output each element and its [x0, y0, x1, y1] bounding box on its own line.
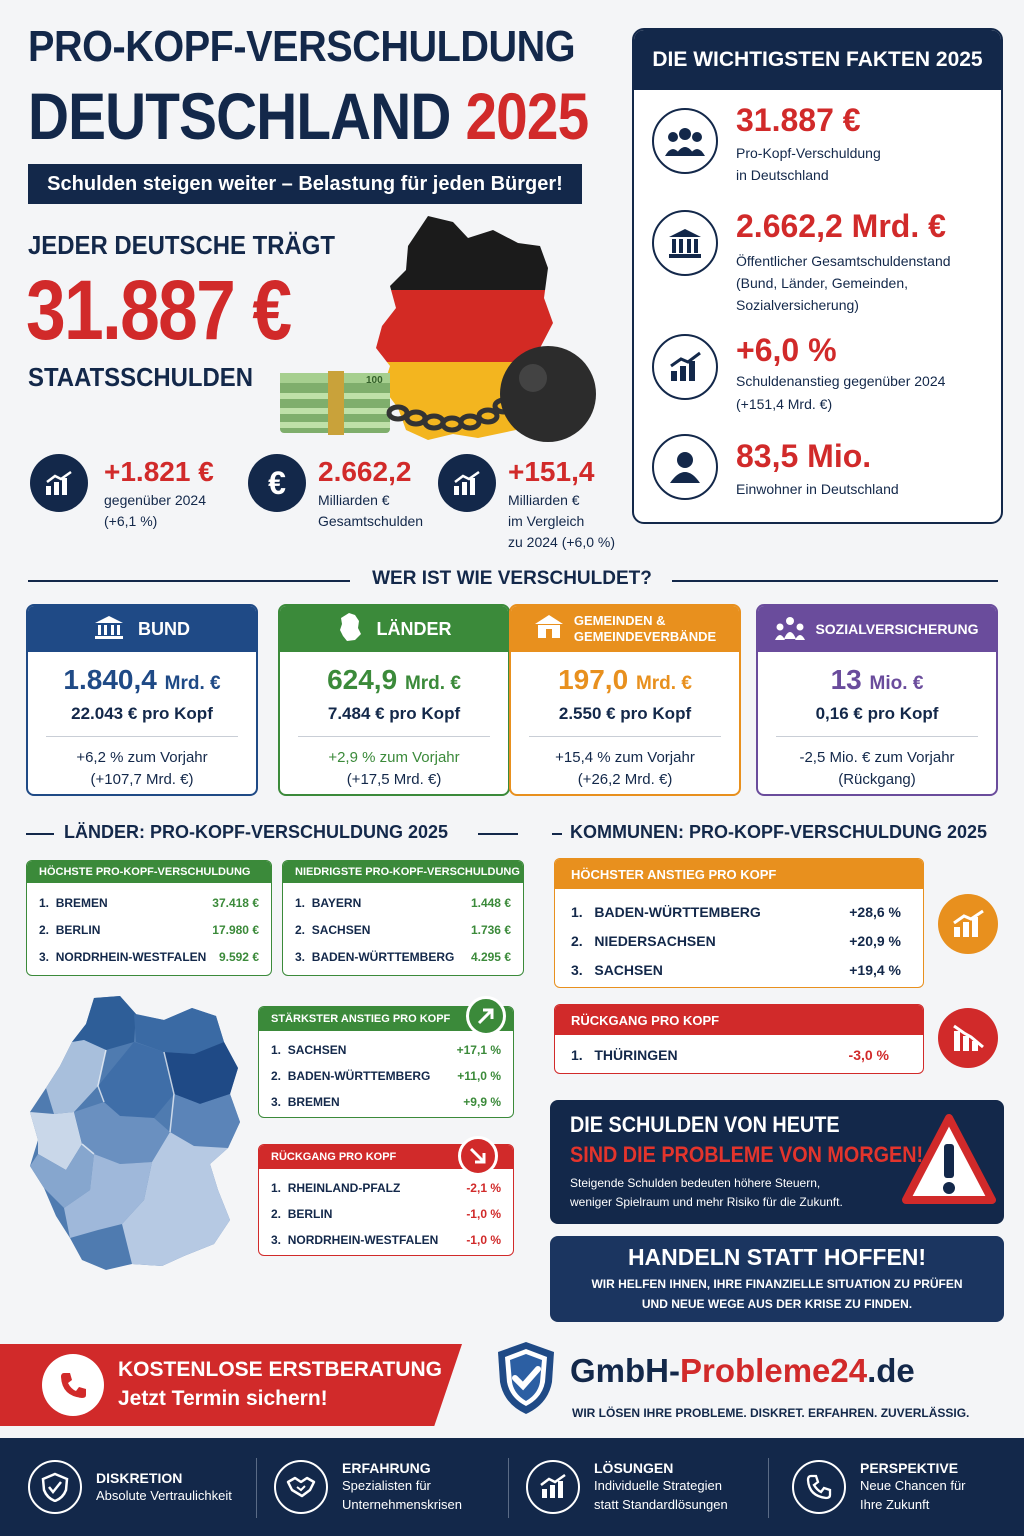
people-network-icon — [775, 615, 805, 644]
shield-icon — [28, 1460, 82, 1514]
action-title: HANDELN STATT HOFFEN! — [627, 1244, 927, 1270]
table-row: 2. BERLIN -1,0 % — [271, 1207, 501, 1221]
ball-and-chain-icon — [500, 346, 596, 442]
arrow-down-right-icon — [458, 1136, 498, 1176]
bank-icon — [652, 210, 718, 276]
card-amount: 624,9 — [327, 664, 398, 695]
table-row: 1. RHEINLAND-PFALZ -2,1 % — [271, 1181, 501, 1195]
table-row: 2. NIEDERSACHSEN +20,9 % — [571, 932, 901, 949]
card-change-abs: (+17,5 Mrd. €) — [346, 771, 442, 788]
fact-label: Schuldenanstieg gegenüber 2024 — [736, 373, 946, 389]
svg-text:100: 100 — [366, 375, 383, 386]
arrow-up-right-icon — [466, 996, 506, 1036]
footer-text: Spezialisten für — [342, 1478, 431, 1493]
card-change: -2,5 Mio. € zum Vorjahr — [799, 749, 955, 766]
card-change-abs: (+26,2 Mrd. €) — [577, 771, 673, 788]
table-row: 3. NORDRHEIN-WESTFALEN -1,0 % — [271, 1233, 501, 1247]
card-change-abs: (+107,7 Mrd. €) — [90, 771, 194, 788]
card-unit: Mrd. € — [404, 673, 461, 694]
table-row: 2. BERLIN 17.980 € — [39, 922, 259, 937]
footer-title: ERFAHRUNG — [342, 1460, 431, 1476]
action-text: UND NEUE WEGE AUS DER KRISE ZU FINDEN. — [641, 1297, 913, 1311]
table-row: 1. BADEN-WÜRTTEMBERG +28,6 % — [571, 903, 901, 920]
table-row: 2. SACHSEN 1.736 € — [295, 922, 511, 937]
footer-item-erfahrung — [274, 1438, 462, 1536]
person-icon — [652, 434, 718, 500]
divider — [26, 833, 54, 835]
card-amount: 1.840,4 — [63, 664, 157, 695]
fact-value: 31.887 € — [736, 102, 861, 138]
card-change: +6,2 % zum Vorjahr — [76, 749, 208, 766]
germany-states-map — [24, 994, 264, 1284]
page-title-line2 — [28, 78, 588, 154]
divider — [28, 580, 350, 582]
card-change: +2,9 % zum Vorjahr — [328, 749, 460, 766]
card-title-2: GEMEINDEVERBÄNDE — [573, 629, 717, 644]
stat-label: (+6,1 %) — [104, 513, 158, 529]
footer-title: LÖSUNGEN — [594, 1460, 674, 1476]
section-title: WER IST WIE VERSCHULDET? — [372, 568, 652, 589]
stat-value: +151,4 — [508, 456, 595, 487]
bank-icon — [94, 615, 124, 644]
fact-label: in Deutschland — [736, 167, 829, 183]
warning-title: DIE SCHULDEN VON HEUTE — [570, 1112, 840, 1137]
warning-triangle-icon — [902, 1114, 996, 1206]
footer-item-loesungen — [526, 1438, 728, 1536]
growth-icon — [526, 1460, 580, 1514]
footer-text: Ihre Zukunft — [860, 1497, 930, 1512]
footer-text: Individuelle Strategien — [594, 1478, 722, 1493]
card-per-head: 2.550 € pro Kopf — [558, 704, 692, 723]
brand-slogan: WIR LÖSEN IHRE PROBLEME. DISKRET. ERFAHREN. ZUVERLÄSSIG. — [572, 1406, 970, 1420]
card-title: SOZIALVERSICHERUNG — [815, 621, 979, 637]
stat-value: +1.821 € — [104, 456, 214, 487]
brand-name[interactable]: GmbH-Probleme24.de — [570, 1352, 915, 1389]
facts-title: DIE WICHTIGSTEN FAKTEN 2025 — [634, 30, 1001, 90]
card-per-head: 22.043 € pro Kopf — [71, 704, 213, 723]
card-change-abs: (Rückgang) — [838, 771, 916, 788]
chart-up-icon — [30, 454, 88, 512]
chart-up-icon — [438, 454, 496, 512]
title-year: 2025 — [465, 79, 589, 153]
table-row: 3. BADEN-WÜRTTEMBERG 4.295 € — [295, 949, 511, 964]
subtitle-banner: Schulden steigen weiter – Belastung für jeden Bürger! — [28, 164, 582, 204]
card-laender — [278, 604, 510, 796]
footer-title: PERSPEKTIVE — [860, 1460, 959, 1476]
footer-text: Unternehmenskrisen — [342, 1497, 462, 1512]
table-row: 3. NORDRHEIN-WESTFALEN 9.592 € — [39, 949, 259, 964]
card-unit: Mrd. € — [164, 673, 221, 694]
handshake-icon — [274, 1460, 328, 1514]
card-per-head: 0,16 € pro Kopf — [815, 704, 939, 723]
table-lowest — [282, 860, 524, 976]
chart-down-icon — [938, 1008, 998, 1068]
card-amount: 13 — [830, 664, 862, 695]
table-row: 1. BREMEN 37.418 € — [39, 895, 259, 910]
hero-lead: JEDER DEUTSCHE TRÄGT — [28, 230, 336, 260]
chart-up-icon — [652, 334, 718, 400]
card-amount: 197,0 — [558, 664, 629, 695]
stat-label: gegenüber 2024 — [104, 492, 206, 508]
cta-subtitle[interactable]: Jetzt Termin sichern! — [118, 1387, 328, 1410]
table-title: RÜCKGANG PRO KOPF — [259, 1145, 513, 1169]
divider — [552, 833, 562, 835]
fact-value: +6,0 % — [736, 332, 837, 368]
table-highest — [26, 860, 272, 976]
stat-value: 2.662,2 — [318, 456, 412, 487]
footer-text: statt Standardlösungen — [594, 1497, 728, 1512]
stat-label: Milliarden € — [318, 492, 390, 508]
page-title-line1: PRO-KOPF-VERSCHULDUNG — [28, 22, 576, 71]
euro-icon: € — [248, 454, 306, 512]
card-title: LÄNDER — [376, 618, 452, 639]
card-change: +15,4 % zum Vorjahr — [555, 749, 695, 766]
phone-icon[interactable] — [42, 1354, 104, 1416]
table-title: STÄRKSTER ANSTIEG PRO KOPF — [259, 1007, 513, 1031]
card-per-head: 7.484 € pro Kopf — [327, 704, 461, 723]
table-kommunen-decline — [554, 1004, 924, 1074]
hero-tail: STAATSSCHULDEN — [28, 362, 254, 392]
divider — [672, 580, 998, 582]
town-hall-icon — [534, 614, 564, 645]
table-title: RÜCKGANG PRO KOPF — [555, 1005, 923, 1035]
fact-label: Pro-Kopf-Verschuldung — [736, 145, 881, 161]
fact-label: (Bund, Länder, Gemeinden, — [736, 275, 909, 291]
fact-value: 83,5 Mio. — [736, 438, 872, 474]
warning-subtitle: SIND DIE PROBLEME VON MORGEN! — [570, 1142, 924, 1167]
germany-flag-map-illustration — [278, 208, 618, 448]
table-title: HÖCHSTER ANSTIEG PRO KOPF — [555, 859, 923, 889]
stat-label: im Vergleich — [508, 513, 585, 529]
footer-text: Absolute Vertraulichkeit — [96, 1487, 232, 1503]
table-row: 1. THÜRINGEN -3,0 % — [571, 1046, 889, 1063]
footer-item-perspektive — [792, 1438, 966, 1536]
stat-label: Gesamtschulden — [318, 513, 424, 529]
table-row: 1. BAYERN 1.448 € — [295, 895, 511, 910]
table-row: 3. SACHSEN +19,4 % — [571, 961, 901, 978]
stat-label: Milliarden € — [508, 492, 580, 508]
germany-map-icon — [337, 612, 363, 647]
chart-up-icon — [938, 894, 998, 954]
shield-check-logo — [494, 1340, 558, 1416]
table-title: NIEDRIGSTE PRO-KOPF-VERSCHULDUNG — [283, 861, 523, 883]
fact-value: 2.662,2 Mrd. € — [736, 208, 946, 244]
hero-amount: 31.887 € — [26, 263, 291, 357]
cta-title[interactable]: KOSTENLOSE ERSTBERATUNG — [118, 1358, 442, 1381]
table-row: 3. BREMEN +9,9 % — [271, 1095, 501, 1109]
table-row: 2. BADEN-WÜRTTEMBERG +11,0 % — [271, 1069, 501, 1083]
fact-label: Einwohner in Deutschland — [736, 481, 899, 497]
title-country: DEUTSCHLAND — [28, 79, 451, 153]
stat-label: zu 2024 (+6,0 %) — [508, 534, 616, 550]
action-text: WIR HELFEN IHNEN, IHRE FINANZIELLE SITUATION ZU PRÜFEN — [591, 1277, 963, 1291]
table-row: 1. SACHSEN +17,1 % — [271, 1043, 501, 1057]
warning-text: Steigende Schulden bedeuten höhere Steuern, — [570, 1176, 821, 1190]
card-title: BUND — [138, 618, 190, 639]
people-icon — [652, 108, 718, 174]
footer-text: Neue Chancen für — [860, 1478, 966, 1493]
card-gemeinden — [509, 604, 741, 796]
card-title: GEMEINDEN & — [573, 613, 666, 628]
phone-icon — [792, 1460, 846, 1514]
footer-item-diskretion — [28, 1438, 232, 1536]
fact-label: (+151,4 Mrd. €) — [736, 396, 833, 412]
section-title: KOMMUNEN: PRO-KOPF-VERSCHULDUNG 2025 — [570, 822, 988, 842]
footer-title: DISKRETION — [96, 1469, 183, 1486]
fact-label: Sozialversicherung) — [736, 297, 859, 313]
fact-label: Öffentlicher Gesamtschuldenstand — [736, 253, 951, 269]
divider — [478, 833, 518, 835]
card-bund — [26, 604, 258, 796]
card-unit: Mio. € — [869, 673, 924, 694]
card-unit: Mrd. € — [635, 673, 692, 694]
table-title: HÖCHSTE PRO-KOPF-VERSCHULDUNG — [27, 861, 271, 883]
money-stack-icon — [280, 371, 390, 435]
section-title: LÄNDER: PRO-KOPF-VERSCHULDUNG 2025 — [64, 822, 449, 842]
warning-text: weniger Spielraum und mehr Risiko für die Zukunft. — [570, 1195, 843, 1209]
table-kommunen-rise — [554, 858, 924, 988]
card-sozialversicherung — [756, 604, 998, 796]
